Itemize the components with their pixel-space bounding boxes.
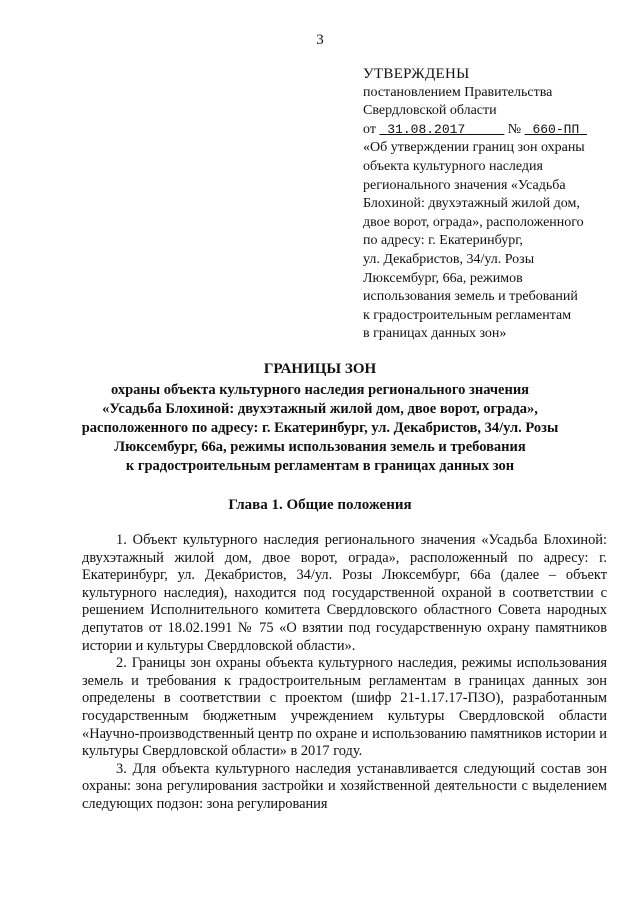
approval-date: 31.08.2017 [387, 121, 466, 137]
title-line: расположенного по адресу: г. Екатеринбург, ул. Декабристов, 34/ул. Розы [81, 420, 559, 436]
approval-line: Блохиной: двухэтажный жилой дом, [363, 196, 580, 212]
approval-line: Люксембург, 66а, режимов [363, 270, 523, 286]
approval-line: постановлением Правительства [363, 84, 553, 100]
title-line: Люксембург, 66а, режимы использования земель и требования [114, 439, 526, 455]
body-text [82, 532, 607, 814]
approval-line: в границах данных зон» [363, 326, 507, 342]
approval-line: объекта культурного наследия [363, 158, 543, 174]
title-line: охраны объекта культурного наследия регионального значения [110, 382, 530, 398]
approval-heading: УТВЕРЖДЕНЫ [363, 66, 470, 82]
title-main: ГРАНИЦЫ ЗОН [263, 361, 377, 377]
approval-date-line [363, 121, 613, 140]
page-number: 3 [316, 32, 324, 48]
title-line: к градостроительным регламентам в границах данных зон [125, 458, 515, 474]
approval-number: 660-ПП [532, 121, 580, 137]
approval-line: Свердловской области [363, 103, 497, 119]
approval-line: ул. Декабристов, 34/ул. Розы [363, 251, 535, 267]
number-prefix: № [507, 121, 522, 137]
document-title [70, 360, 570, 476]
approval-line: использования земель и требований [363, 289, 578, 305]
approval-line: «Об утверждении границ зон охраны [363, 140, 585, 156]
paragraph-2: 2. Границы зон охраны объекта культурного наследия, режимы использования земель и требования к градостроительным регламентам в границах данных зон определены в соответствии с проектом (шифр 21-1.17.17-ПЗО), разработанным государственным бюджетным учреждением культуры Свердловской области «Научно-производственный центр по охране и использованию памятников истории и культуры Свердловской области» в 2017 году. [82, 655, 607, 760]
title-line: «Усадьба Блохиной: двухэтажный жилой дом, двое ворот, ограда», [102, 401, 538, 417]
approval-line: двое ворот, ограда», расположенного [363, 214, 584, 230]
approval-stamp [363, 65, 613, 344]
chapter-heading: Глава 1. Общие положения [228, 497, 412, 513]
approval-line: к градостроительным регламентам [363, 307, 572, 323]
date-prefix: от [363, 121, 376, 137]
paragraph-1: 1. Объект культурного наследия регионального значения «Усадьба Блохиной: двухэтажный жилой дом, двое ворот, ограда», расположенный по адресу: г. Екатеринбург, ул. Декабристов, 34/ул. Розы Люксембург, 66а (далее – объект культурного наследия), находится под государственной охраной в соответствии с решением Исполнительного комитета Свердловского областного Совета народных депутатов от 18.02.1991 № 75 «О взятии под государственную охрану памятников истории и культуры Свердловской области». [82, 532, 607, 654]
approval-line: по адресу: г. Екатеринбург, [363, 233, 523, 249]
paragraph-3: 3. Для объекта культурного наследия устанавливается следующий состав зон охраны: зона регулирования застройки и хозяйственной деятельности с выделением следующих подзон: зона регулирования [82, 760, 607, 812]
approval-line: регионального значения «Усадьба [363, 177, 566, 193]
